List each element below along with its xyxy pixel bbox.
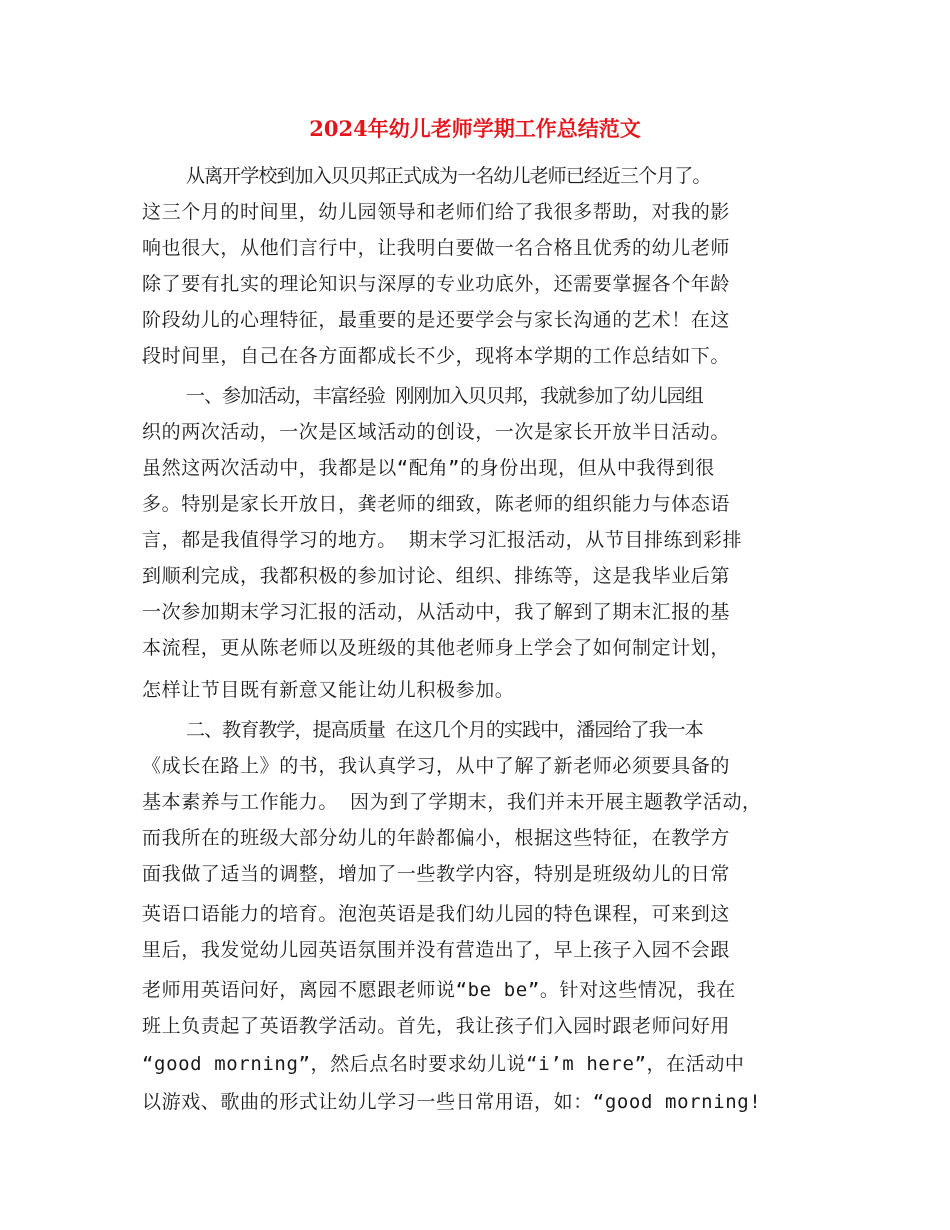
body-line: 段时间里，自己在各方面都成长不少，现将本学期的工作总结如下。	[142, 345, 731, 367]
body-line: 二、教育教学，提高质量 在这几个月的实践中，潘园给了我一本	[186, 719, 703, 741]
body-line: 言，都是我值得学习的地方。 期末学习汇报活动，从节目排练到彩排	[142, 529, 743, 551]
body-line: 老师用英语问好，离园不愿跟老师说“be be”。针对这些情况，我在	[142, 979, 736, 1001]
body-line: 而我所在的班级大部分幼儿的年龄都偏小，根据这些特征，在教学方	[142, 827, 731, 849]
body-line: 班上负责起了英语教学活动。首先，我让孩子们入园时跟老师问好用	[142, 1015, 731, 1037]
body-line: 多。特别是家长开放日，龚老师的细致，陈老师的组织能力与体态语	[142, 493, 731, 515]
document-title: 2024年幼儿老师学期工作总结范文	[309, 116, 641, 141]
body-line: 从离开学校到加入贝贝邦正式成为一名幼儿老师已经近三个月了。	[186, 165, 711, 187]
body-line: 《成长在路上》的书，我认真学习，从中了解了新老师必须要具备的	[142, 755, 731, 777]
body-line: 阶段幼儿的心理特征，最重要的是还要学会与家长沟通的艺术！在这	[142, 309, 731, 331]
body-line: 除了要有扎实的理论知识与深厚的专业功底外，还需要掌握各个年龄	[142, 273, 731, 295]
body-line: 这三个月的时间里，幼儿园领导和老师们给了我很多帮助，对我的影	[142, 201, 731, 223]
body-line: 响也很大，从他们言行中，让我明白要做一名合格且优秀的幼儿老师	[142, 237, 731, 259]
body-line: 基本素养与工作能力。 因为到了学期末，我们并未开展主题教学活动，	[142, 791, 762, 813]
body-line: 怎样让节目既有新意又能让幼儿积极参加。	[142, 679, 515, 701]
body-line: 一、参加活动，丰富经验 刚刚加入贝贝邦，我就参加了幼儿园组	[186, 385, 703, 407]
body-line: 到顺利完成，我都积极的参加讨论、组织、排练等，这是我毕业后第	[142, 565, 731, 587]
body-line: 面我做了适当的调整，增加了一些教学内容，特别是班级幼儿的日常	[142, 863, 731, 885]
body-line: 本流程，更从陈老师以及班级的其他老师身上学会了如何制定计划，	[142, 637, 731, 659]
body-line: 一次参加期末学习汇报的活动，从活动中，我了解到了期末汇报的基	[142, 601, 731, 623]
body-line: 织的两次活动，一次是区域活动的创设，一次是家长开放半日活动。	[142, 421, 731, 443]
body-line: 虽然这两次活动中，我都是以“配角”的身份出现，但从中我得到很	[142, 457, 715, 479]
body-line: 英语口语能力的培育。泡泡英语是我们幼儿园的特色课程，可来到这	[142, 903, 731, 925]
body-line: 里后，我发觉幼儿园英语氛围并没有营造出了，早上孩子入园不会跟	[142, 939, 731, 961]
body-line: 以游戏、歌曲的形式让幼儿学习一些日常用语，如：“good morning!	[142, 1091, 762, 1113]
body-line: “good morning”，然后点名时要求幼儿说“i’m here”，在活动中	[142, 1053, 745, 1075]
